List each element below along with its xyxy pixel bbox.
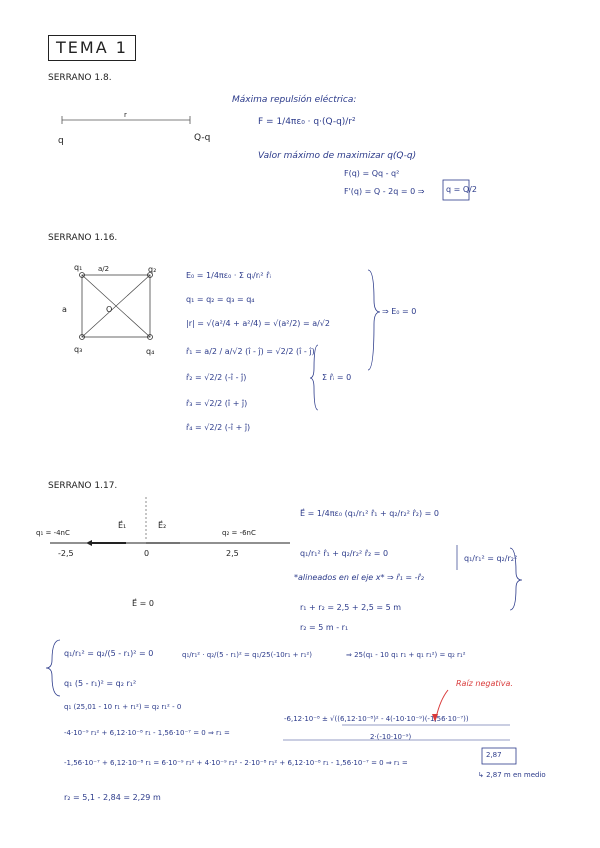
charge-label-Q-q: Q-q [194, 133, 211, 143]
brace-right [368, 270, 380, 370]
line-expand: q₁ (25,01 - 10 r₁ + r₁²) = q₂ r₁² - 0 [64, 703, 182, 711]
page-title: TEMA 1 [56, 38, 128, 57]
charge-q3: q₃ [74, 345, 83, 354]
field-E2-label: E⃗₂ [158, 521, 167, 530]
equation-F-prime: F'(q) = Q - 2q = 0 ⇒ [344, 187, 425, 196]
quadratic-numerator: -6,12·10⁻⁸ ± √((6,12·10⁻⁸)² - 4(-10·10⁻⁹)(-1,56·10⁻⁷)) [284, 715, 469, 723]
middle-equation: q₁/r₁² · q₂/(5 - r₁)² = q₁/25(-10r₁ + r₁²) [182, 651, 312, 659]
center-O-label: O [106, 305, 113, 314]
root-value: 2,87 [486, 751, 502, 759]
root-subnote: ↳ 2,87 m en medio [478, 771, 546, 779]
negative-root-note: Raíz negativa. [456, 679, 513, 688]
section-heading-2: SERRANO 1.16. [48, 233, 118, 243]
distance-label-r: r [124, 111, 127, 119]
equation-sum-zero: q₁/r₁² r̂₁ + q₂/r₂² r̂₂ = 0 [300, 549, 389, 558]
side-a-label: a [62, 305, 67, 314]
section-heading-3: SERRANO 1.17. [48, 481, 118, 491]
system-eq-2: q₁ (5 - r₁)² = q₂ r₁² [64, 679, 137, 688]
charge-q1: q₁ [74, 263, 83, 272]
line-long: -1,56·10⁻⁷ + 6,12·10⁻⁸ r₁ = 6·10⁻⁹ r₁² + 4·10⁻⁹ r₁² - 2·10⁻⁸ r₁² + 6,12·10⁻⁸ r₁ - 1,56·10⁻⁷ = 0 ⇒ r₁ = [64, 759, 408, 767]
equation-distance-sum: r₁ + r₂ = 2,5 + 2,5 = 5 m [300, 603, 402, 612]
equation-E0: E₀ = 1/4πε₀ · Σ qᵢ/rᵢ² r̂ᵢ [186, 271, 271, 280]
note-aligned-axis: *alineados en el eje x* ⇒ r̂₁ = -r̂₂ [294, 573, 424, 582]
note-max-value: Valor máximo de maximizar q(Q-q) [258, 151, 417, 161]
charge-label-q: q [58, 136, 64, 146]
equation-F-q: F(q) = Qq - q² [344, 169, 400, 178]
x-left-label: -2,5 [58, 549, 74, 558]
x-right-label: 2,5 [226, 549, 239, 558]
sum-r-zero: Σ r̂ᵢ = 0 [322, 373, 352, 382]
field-E1-label: E⃗₁ [118, 521, 127, 530]
equation-r4: r̂₄ = √2/2 (-î + ĵ) [186, 423, 251, 432]
equation-E-total: E⃗ = 1/4πε₀ (q₁/r₁² r̂₁ + q₂/r₂² r̂₂) = 0 [300, 509, 439, 518]
section-heading-1: SERRANO 1.8. [48, 73, 112, 83]
half-side-label: a/2 [98, 265, 110, 273]
equation-r2: r̂₂ = √2/2 (-î - ĵ) [186, 373, 247, 382]
formula-force: F = 1/4πε₀ · q·(Q-q)/r² [258, 117, 356, 127]
result-q: q = Q/2 [446, 185, 477, 194]
system-eq-1: q₁/r₁² = q₂/(5 - r₁)² = 0 [64, 649, 154, 658]
equation-equal-charges: q₁ = q₂ = q₃ = q₄ [186, 295, 255, 304]
x-mid-label: 0 [144, 549, 150, 558]
equation-r1: r̂₁ = a/2 / a/√2 (î - ĵ) = √2/2 (î - ĵ) [186, 347, 315, 356]
conclusion-E0: ⇒ E₀ = 0 [382, 307, 417, 316]
note-max-repulsion: Máxima repulsión eléctrica: [232, 95, 357, 105]
quadratic-denominator: 2·(-10·10⁻⁹) [370, 733, 412, 741]
charge-q2: q₂ [148, 265, 157, 274]
equation-r2: r₂ = 5 m - r₁ [300, 623, 349, 632]
point-E-zero: E⃗ = 0 [132, 599, 154, 608]
charge-q2-label: q₂ = -6nC [222, 529, 256, 537]
final-result: r₂ = 5,1 - 2,84 = 2,29 m [64, 793, 161, 802]
line-numeric: -4·10⁻⁹ r₁² + 6,12·10⁻⁸ r₁ - 1,56·10⁻⁷ = 0 ⇒ r₁ = [64, 729, 230, 737]
charge-q4: q₄ [146, 347, 155, 356]
right-equation: ⇒ 25(q₁ - 10 q₁ r₁ + q₁ r₁²) = q₂ r₁² [346, 651, 466, 659]
equation-r-magnitude: |r| = √(a²/4 + a²/4) = √(a²/2) = a/√2 [186, 319, 330, 328]
equation-r3: r̂₃ = √2/2 (î + ĵ) [186, 399, 248, 408]
equation-ratio: q₁/r₁² = q₂/r₂² [464, 554, 518, 563]
charge-q1-label: q₁ = -4nC [36, 529, 70, 537]
